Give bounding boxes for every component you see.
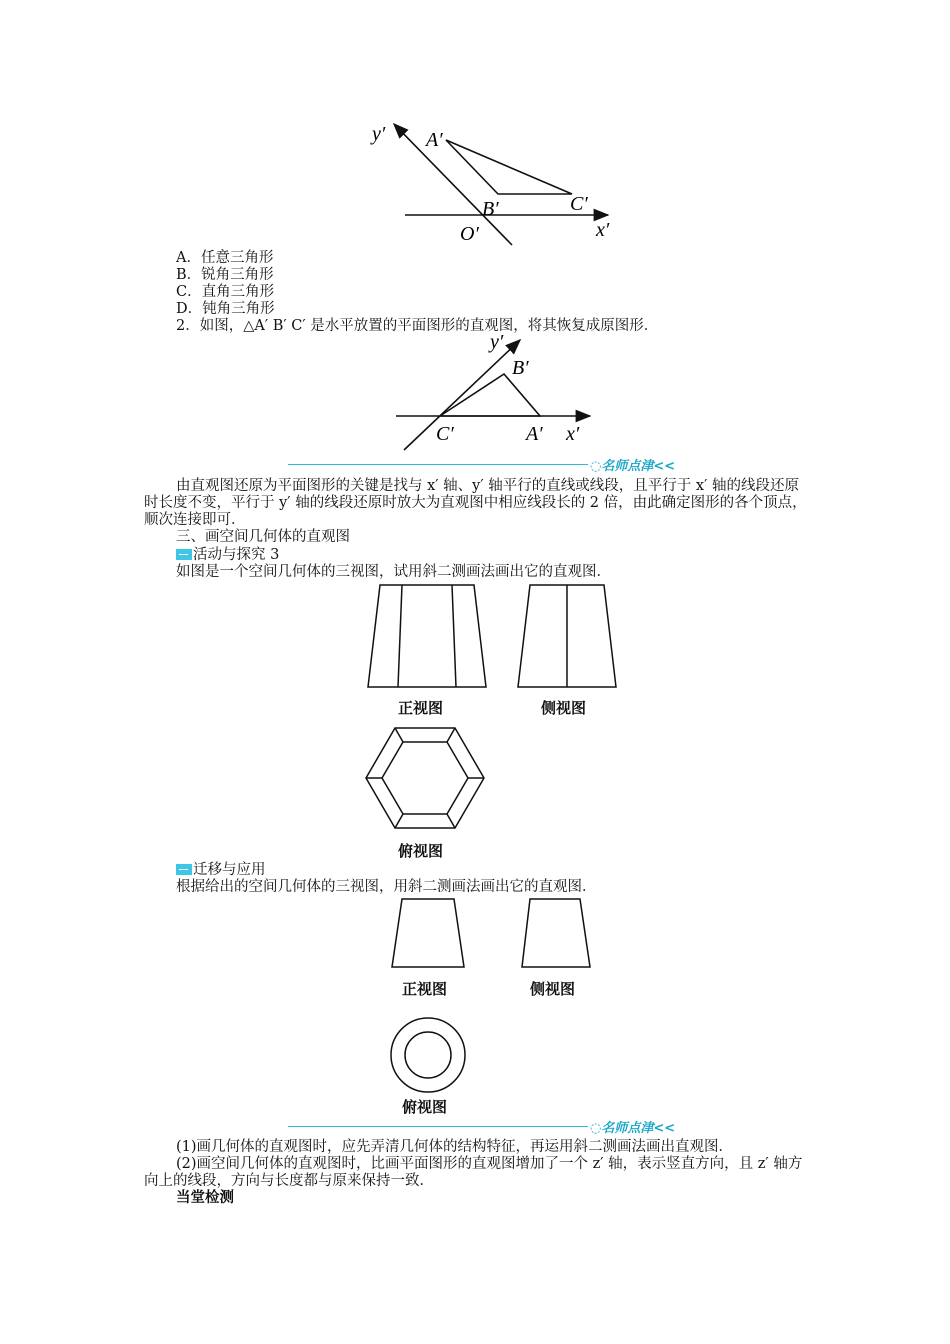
- tip-badge: ◌名师点津<<: [590, 459, 676, 474]
- triangle-abc: [446, 140, 572, 194]
- side-view-caption: 侧视图: [541, 699, 587, 717]
- tip-badge: ◌名师点津<<: [590, 1121, 676, 1136]
- transfer-title-text: 迁移与应用: [193, 862, 266, 878]
- option-a: A．任意三角形: [176, 250, 274, 266]
- transfer-side-view-drawing: [518, 896, 594, 970]
- side-view-drawing: [512, 580, 624, 692]
- y-axis: [404, 340, 520, 450]
- label-x: x′: [566, 423, 580, 445]
- transfer-top-caption: 俯视图: [402, 1098, 448, 1116]
- activity-3-title: [176, 547, 279, 564]
- arrow-tag-icon: [176, 549, 192, 560]
- option-d: D．钝角三角形: [176, 301, 275, 317]
- transfer-front-caption: 正视图: [402, 980, 448, 998]
- transfer-title: [176, 862, 266, 879]
- transfer-side-caption: 侧视图: [530, 980, 576, 998]
- option-c: C．直角三角形: [176, 284, 275, 300]
- transfer-text: 根据给出的空间几何体的三视图，用斜二测画法画出它的直观图．: [176, 879, 597, 895]
- activity-3-text: 如图是一个空间几何体的三视图，试用斜二测画法画出它的直观图．: [176, 564, 611, 580]
- option-b: B．锐角三角形: [176, 267, 274, 283]
- figure-2-oblique-triangle: [390, 328, 600, 456]
- tip-1-text: 由直观图还原为平面图形的关键是找与 x′ 轴、y′ 轴平行的直线或线段，且平行于 x′ 轴的线段还原时长度不变，平行于 y′ 轴的线段还原时放大为直观图中相应线段长的 2 倍，由此确定图形的各个顶点，顺次连接即可．: [144, 478, 807, 528]
- label-c: C′: [570, 193, 588, 215]
- label-x: x′: [596, 219, 610, 241]
- label-o: O′: [460, 223, 479, 245]
- figure-1-oblique-triangle: [360, 112, 630, 272]
- tip-divider: [288, 1126, 588, 1127]
- arrow-tag-icon: [176, 864, 192, 875]
- label-a: A′: [426, 129, 443, 151]
- transfer-front-view-drawing: [388, 896, 468, 970]
- label-a: A′: [526, 423, 543, 445]
- check-heading: 当堂检测: [176, 1190, 234, 1206]
- transfer-top-view-drawing: [388, 1015, 468, 1095]
- question-2: 2．如图，△A′ B′ C′ 是水平放置的平面图形的直观图，将其恢复成原图形．: [176, 318, 659, 334]
- front-view-caption: 正视图: [398, 699, 444, 717]
- front-view-drawing: [362, 580, 492, 692]
- label-b: B′: [512, 357, 529, 379]
- tip-2-paragraph-1: (1)画几何体的直观图时，应先弄清几何体的结构特征，再运用斜二测画法画出直观图．: [176, 1139, 734, 1155]
- top-view-caption: 俯视图: [398, 842, 444, 860]
- triangle-abc: [440, 374, 540, 416]
- tip-divider: [288, 464, 588, 465]
- top-view-drawing: [364, 724, 486, 832]
- activity-3-title-text: 活动与探究 3: [193, 547, 280, 563]
- label-c: C′: [436, 423, 454, 445]
- label-y: y′: [490, 331, 504, 353]
- tip-2-paragraph-2: (2)画空间几何体的直观图时，比画平面图形的直观图增加了一个 z′ 轴，表示竖直方向，且 z′ 轴方向上的线段，方向与长度都与原来保持一致．: [144, 1156, 803, 1189]
- label-y: y′: [372, 123, 386, 145]
- section-3-heading: 三、画空间几何体的直观图: [176, 529, 350, 545]
- label-b: B′: [482, 198, 499, 220]
